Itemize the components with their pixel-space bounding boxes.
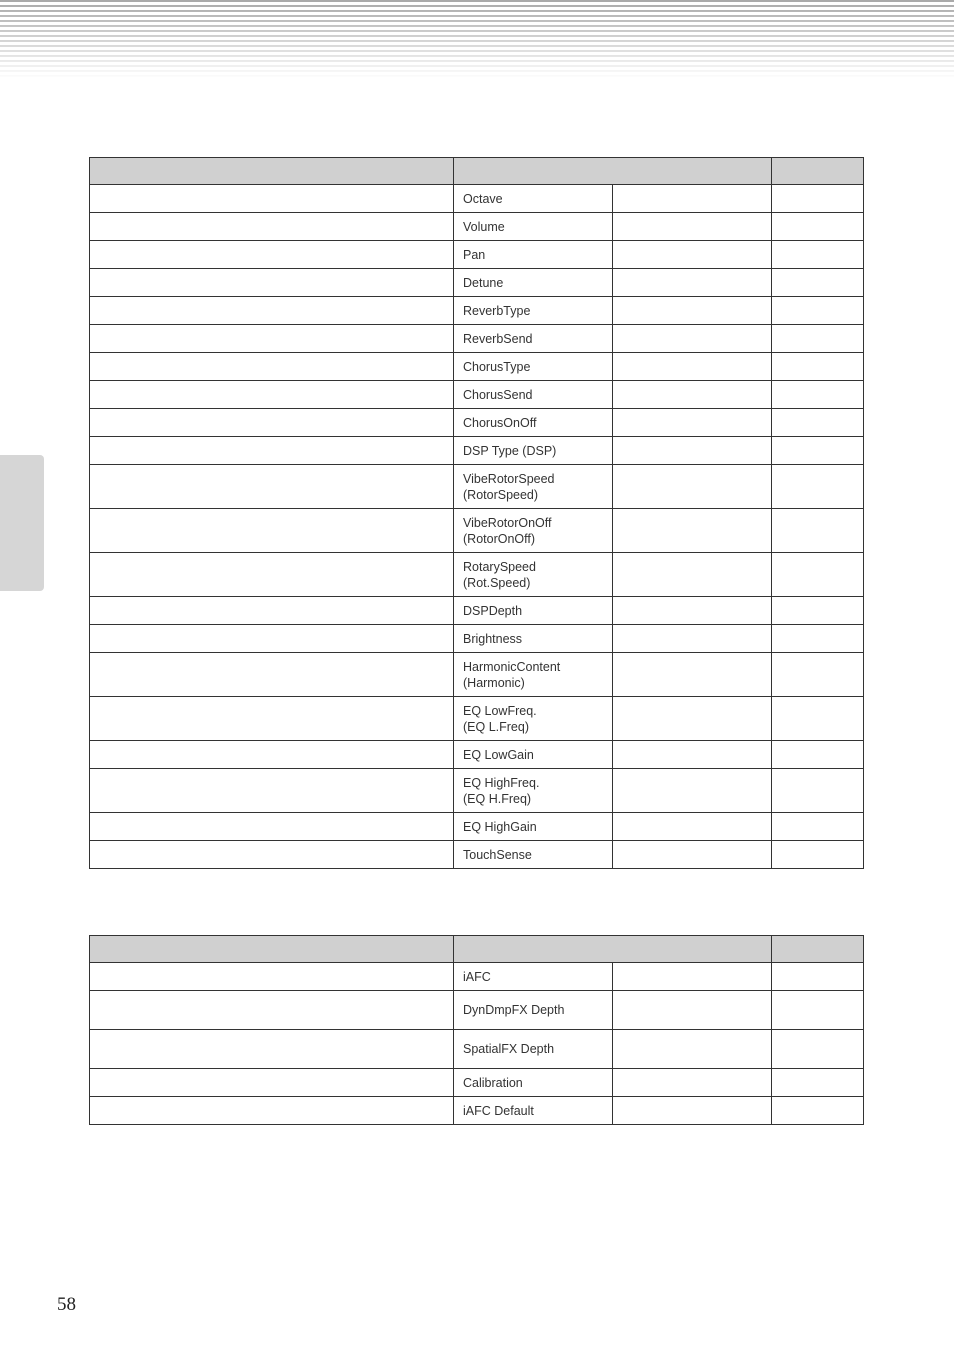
parameter-name-cell: iAFC — [454, 963, 613, 991]
page-cell — [772, 297, 864, 325]
function-cell — [90, 465, 454, 509]
range-cell — [613, 213, 772, 241]
function-cell — [90, 625, 454, 653]
table-row — [90, 597, 864, 625]
parameter-name-cell: ReverbSend — [454, 325, 613, 353]
function-cell — [90, 697, 454, 741]
parameter-table-1 — [89, 157, 864, 869]
range-cell — [613, 185, 772, 213]
table-row — [90, 653, 864, 697]
table-row — [90, 741, 864, 769]
table-row — [90, 625, 864, 653]
range-cell — [613, 353, 772, 381]
parameter-name-cell: EQ HighFreq. (EQ H.Freq) — [454, 769, 613, 813]
range-cell — [613, 269, 772, 297]
range-cell — [613, 1030, 772, 1069]
parameter-name-cell: EQ HighGain — [454, 813, 613, 841]
page-cell — [772, 697, 864, 741]
parameter-name-cell: Brightness — [454, 625, 613, 653]
table-row — [90, 437, 864, 465]
function-cell — [90, 1097, 454, 1125]
function-cell — [90, 185, 454, 213]
parameter-name-cell: ChorusType — [454, 353, 613, 381]
function-cell — [90, 813, 454, 841]
table-row — [90, 465, 864, 509]
page-cell — [772, 597, 864, 625]
table-row — [90, 697, 864, 741]
table-row — [90, 185, 864, 213]
range-cell — [613, 813, 772, 841]
page-cell — [772, 465, 864, 509]
function-cell — [90, 353, 454, 381]
header-cell-function — [90, 936, 454, 963]
function-cell — [90, 213, 454, 241]
header-cell-parameter — [454, 158, 772, 185]
function-cell — [90, 991, 454, 1030]
table-row — [90, 1069, 864, 1097]
table-row — [90, 813, 864, 841]
table-header-row — [90, 936, 864, 963]
page-cell — [772, 963, 864, 991]
parameter-name-cell: DynDmpFX Depth — [454, 991, 613, 1030]
page-cell — [772, 241, 864, 269]
function-cell — [90, 553, 454, 597]
range-cell — [613, 509, 772, 553]
table-row — [90, 1097, 864, 1125]
side-tab — [0, 455, 44, 591]
page-cell — [772, 653, 864, 697]
function-cell — [90, 1069, 454, 1097]
page-cell — [772, 553, 864, 597]
table-row — [90, 991, 864, 1030]
header-cell-page — [772, 158, 864, 185]
parameter-name-cell: VibeRotorSpeed (RotorSpeed) — [454, 465, 613, 509]
function-cell — [90, 297, 454, 325]
page-cell — [772, 769, 864, 813]
function-cell — [90, 597, 454, 625]
function-cell — [90, 741, 454, 769]
table-header-row — [90, 158, 864, 185]
range-cell — [613, 653, 772, 697]
function-cell — [90, 1030, 454, 1069]
page-cell — [772, 741, 864, 769]
page-cell — [772, 353, 864, 381]
function-cell — [90, 325, 454, 353]
function-cell — [90, 409, 454, 437]
page-cell — [772, 991, 864, 1030]
range-cell — [613, 991, 772, 1030]
parameter-name-cell: Octave — [454, 185, 613, 213]
table-row — [90, 353, 864, 381]
parameter-name-cell: iAFC Default — [454, 1097, 613, 1125]
function-cell — [90, 769, 454, 813]
range-cell — [613, 241, 772, 269]
function-cell — [90, 841, 454, 869]
range-cell — [613, 963, 772, 991]
function-cell — [90, 653, 454, 697]
parameter-name-cell: DSP Type (DSP) — [454, 437, 613, 465]
parameter-name-cell: Calibration — [454, 1069, 613, 1097]
range-cell — [613, 841, 772, 869]
range-cell — [613, 769, 772, 813]
parameter-name-cell: Detune — [454, 269, 613, 297]
table-row — [90, 269, 864, 297]
table-row — [90, 1030, 864, 1069]
page-cell — [772, 185, 864, 213]
page-cell — [772, 509, 864, 553]
page-cell — [772, 437, 864, 465]
table-row — [90, 963, 864, 991]
table-row — [90, 297, 864, 325]
page-cell — [772, 213, 864, 241]
parameter-name-cell: Pan — [454, 241, 613, 269]
parameter-name-cell: HarmonicContent (Harmonic) — [454, 653, 613, 697]
range-cell — [613, 437, 772, 465]
range-cell — [613, 697, 772, 741]
page-cell — [772, 409, 864, 437]
page-cell — [772, 269, 864, 297]
table-row — [90, 325, 864, 353]
parameter-name-cell: TouchSense — [454, 841, 613, 869]
parameter-name-cell: DSPDepth — [454, 597, 613, 625]
table-row — [90, 381, 864, 409]
table-row — [90, 553, 864, 597]
range-cell — [613, 1097, 772, 1125]
parameter-table-2 — [89, 935, 864, 1125]
function-cell — [90, 381, 454, 409]
table-row — [90, 241, 864, 269]
parameter-name-cell: EQ LowGain — [454, 741, 613, 769]
parameter-name-cell: ChorusSend — [454, 381, 613, 409]
range-cell — [613, 381, 772, 409]
function-cell — [90, 437, 454, 465]
range-cell — [613, 741, 772, 769]
page-cell — [772, 1097, 864, 1125]
parameter-name-cell: VibeRotorOnOff (RotorOnOff) — [454, 509, 613, 553]
function-cell — [90, 241, 454, 269]
function-cell — [90, 963, 454, 991]
page-cell — [772, 813, 864, 841]
range-cell — [613, 325, 772, 353]
page-cell — [772, 625, 864, 653]
header-cell-parameter — [454, 936, 772, 963]
table-row — [90, 841, 864, 869]
header-cell-page — [772, 936, 864, 963]
table-row — [90, 509, 864, 553]
range-cell — [613, 465, 772, 509]
range-cell — [613, 597, 772, 625]
table-row — [90, 769, 864, 813]
function-cell — [90, 509, 454, 553]
page-cell — [772, 1030, 864, 1069]
parameter-name-cell: Volume — [454, 213, 613, 241]
range-cell — [613, 297, 772, 325]
function-cell — [90, 269, 454, 297]
parameter-name-cell: ChorusOnOff — [454, 409, 613, 437]
parameter-name-cell: EQ LowFreq. (EQ L.Freq) — [454, 697, 613, 741]
table-row — [90, 213, 864, 241]
table-row — [90, 409, 864, 437]
parameter-name-cell: SpatialFX Depth — [454, 1030, 613, 1069]
page-number: 58 — [57, 1294, 76, 1315]
header-cell-function — [90, 158, 454, 185]
page-cell — [772, 325, 864, 353]
range-cell — [613, 409, 772, 437]
page-cell — [772, 1069, 864, 1097]
range-cell — [613, 1069, 772, 1097]
page-cell — [772, 841, 864, 869]
page-cell — [772, 381, 864, 409]
header-stripes — [0, 0, 954, 80]
range-cell — [613, 553, 772, 597]
parameter-name-cell: ReverbType — [454, 297, 613, 325]
range-cell — [613, 625, 772, 653]
parameter-name-cell: RotarySpeed (Rot.Speed) — [454, 553, 613, 597]
